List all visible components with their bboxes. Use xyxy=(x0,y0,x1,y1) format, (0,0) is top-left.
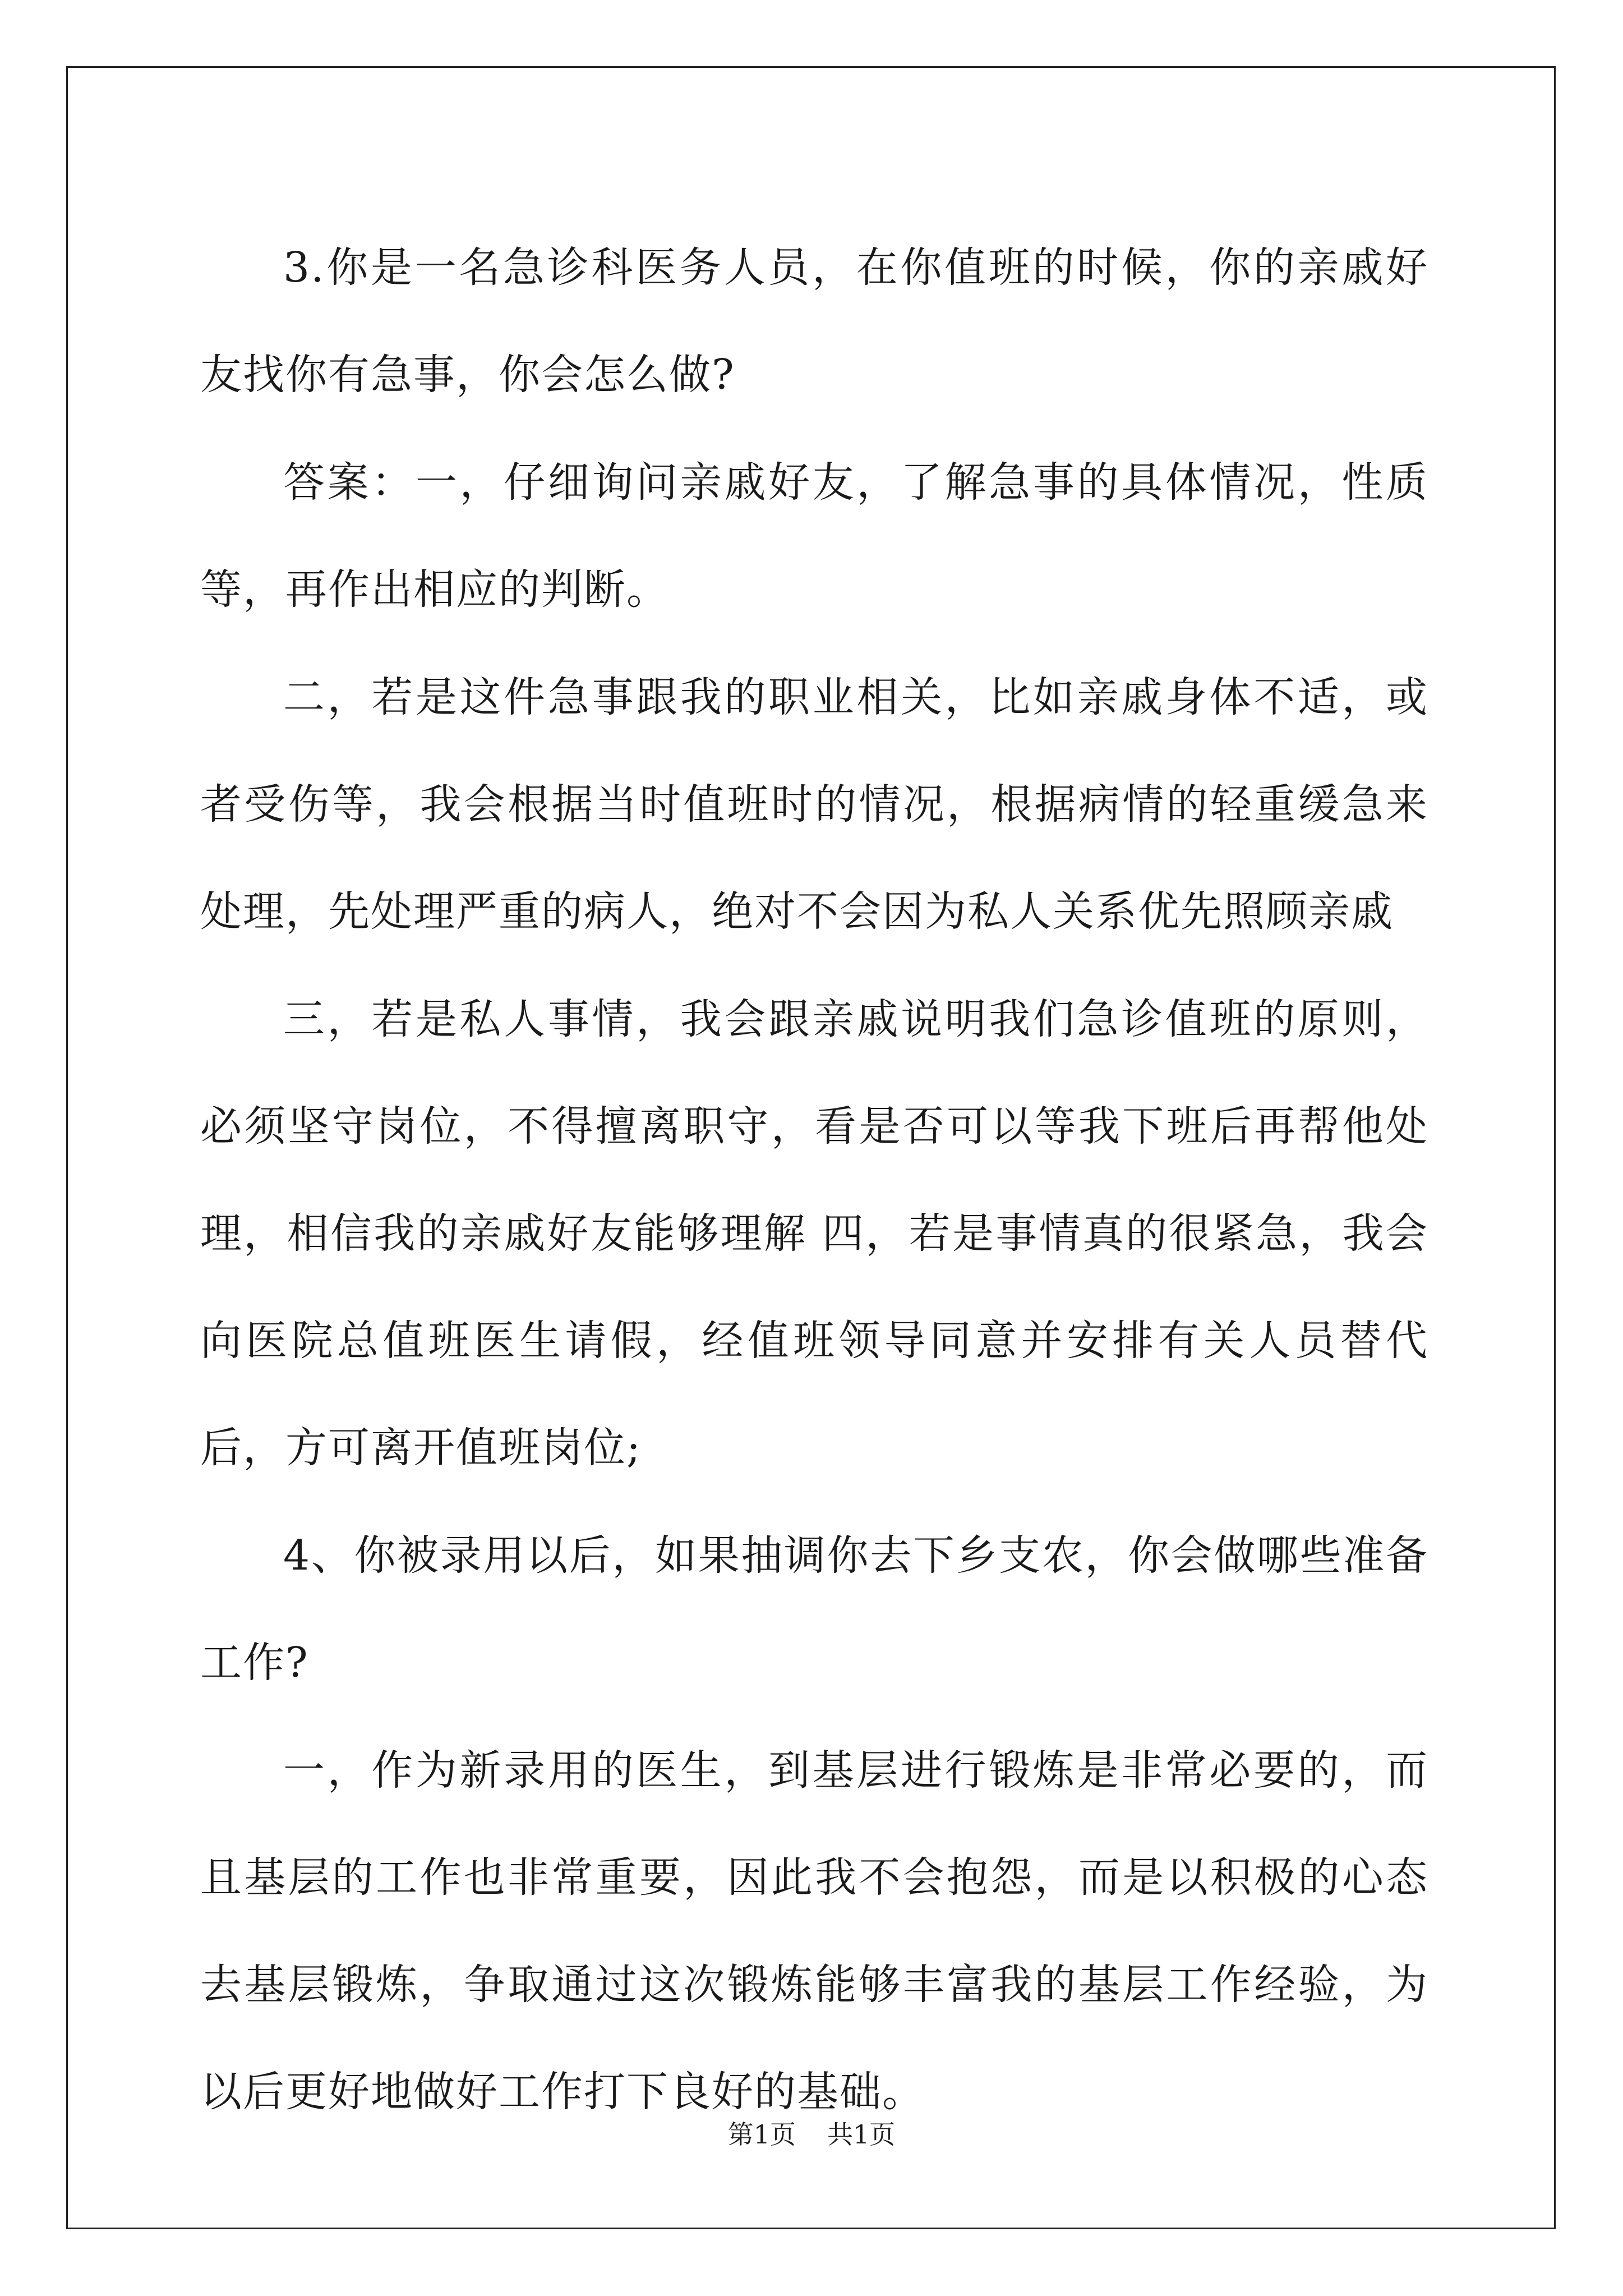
page-number: 第1页 xyxy=(727,2119,796,2150)
page-total: 共1页 xyxy=(827,2119,896,2150)
paragraph-answer-q4-1: 一，作为新录用的医生，到基层进行锻炼是非常必要的，而且基层的工作也非常重要，因此我不会抱怨，而是以积极的心态去基层锻炼，争取通过这次锻炼能够丰富我的基层工作经验，为以后更好地做好工作打下良好的基础。 xyxy=(200,1746,1428,2116)
page-footer xyxy=(0,2118,1623,2151)
paragraph-question-4: 4、你被录用以后，如果抽调你去下乡支农，你会做哪些准备工作? xyxy=(200,1531,1428,1687)
paragraph-question-3: 3.你是一名急诊科医务人员，在你值班的时候，你的亲戚好友找你有急事，你会怎么做? xyxy=(200,243,1428,399)
paragraph-answer-3-4: 三，若是私人事情，我会跟亲戚说明我们急诊值班的原则，必须坚守岗位，不得擅离职守，看是否可以等我下班后再帮他处理，相信我的亲戚好友能够理解 四，若是事情真的很紧急，我会向医院总值班医生请假，经值班领导同意并安排有关人员替代后，方可离开值班岗位; xyxy=(200,995,1428,1472)
paragraph-answer-1: 答案：一，仔细询问亲戚好友，了解急事的具体情况，性质等，再作出相应的判断。 xyxy=(200,458,1428,614)
document-body xyxy=(200,214,1428,2146)
paragraph-answer-2: 二，若是这件急事跟我的职业相关，比如亲戚身体不适，或者受伤等，我会根据当时值班时的情况，根据病情的轻重缓急来处理，先处理严重的病人，绝对不会因为私人关系优先照顾亲戚 xyxy=(200,673,1428,936)
